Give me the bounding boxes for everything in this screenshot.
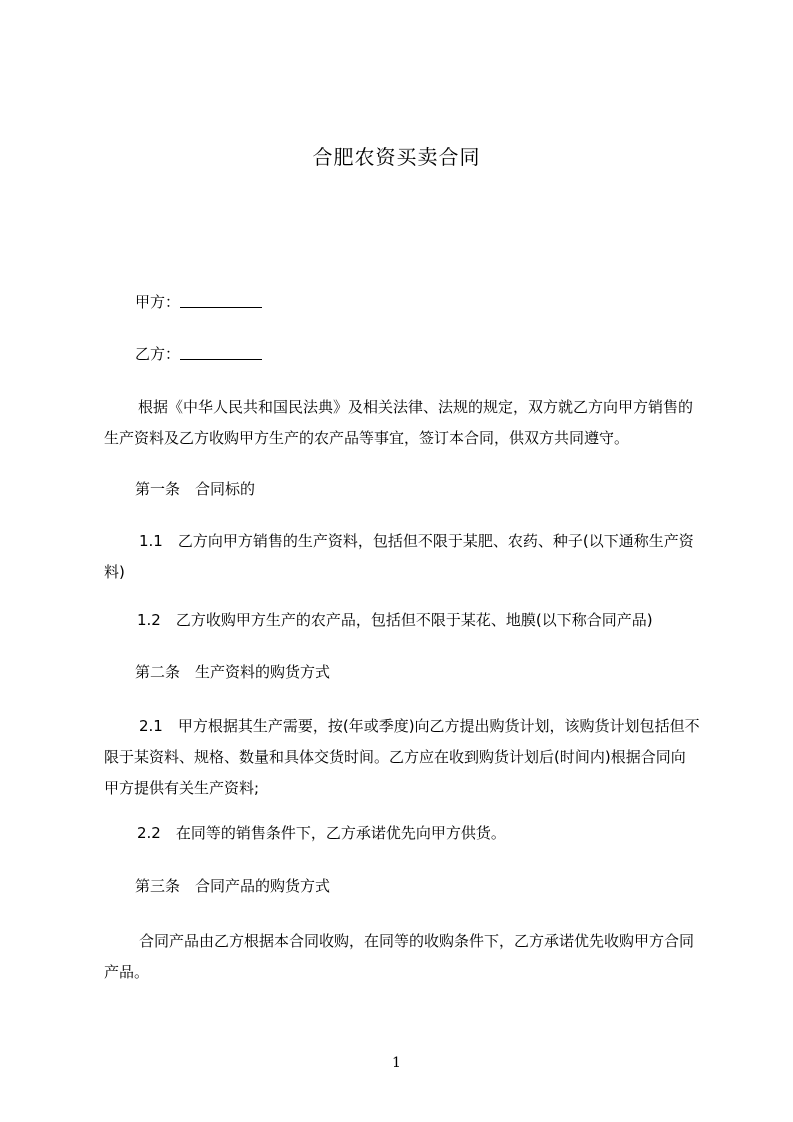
clause-1-2: 1.2 乙方收购甲方生产的农产品，包括但不限于某花、地膜(以下称合同产品) bbox=[137, 611, 653, 629]
page-number: 1 bbox=[392, 1055, 401, 1071]
clause-2-2: 2.2 在同等的销售条件下，乙方承诺优先向甲方供货。 bbox=[137, 824, 506, 842]
party-b-line bbox=[135, 339, 735, 370]
party-a-blank bbox=[180, 293, 262, 308]
party-a-line bbox=[135, 287, 735, 318]
clause-1-1: 1.1 乙方向甲方销售的生产资料，包括但不限于某肥、农药、种子(以下通称生产资料) bbox=[104, 532, 694, 581]
party-a-label: 甲方： bbox=[135, 293, 181, 311]
article-3-paragraph: 合同产品由乙方根据本合同收购，在同等的收购条件下，乙方承诺优先收购甲方合同产品。 bbox=[104, 932, 695, 981]
preamble-paragraph: 根据《中华人民共和国民法典》及相关法律、法规的规定，双方就乙方向甲方销售的生产资料及乙方收购甲方生产的农产品等事宜，签订本合同，供双方共同遵守。 bbox=[104, 398, 694, 447]
article-3-heading: 第三条 合同产品的购货方式 bbox=[135, 877, 331, 895]
party-b-blank bbox=[180, 345, 262, 360]
article-2-heading: 第二条 生产资料的购货方式 bbox=[135, 663, 331, 681]
article-1-heading: 第一条 合同标的 bbox=[135, 480, 256, 498]
party-b-label: 乙方： bbox=[135, 345, 181, 363]
clause-2-1: 2.1 甲方根据其生产需要，按(年或季度)向乙方提出购货计划，该购货计划包括但不限于某资料、规格、数量和具体交货时间。乙方应在收到购货计划后(时间内)根据合同向甲方提供有关生产资料; bbox=[104, 717, 700, 797]
document-title: 合肥农资买卖合同 bbox=[312, 145, 481, 169]
